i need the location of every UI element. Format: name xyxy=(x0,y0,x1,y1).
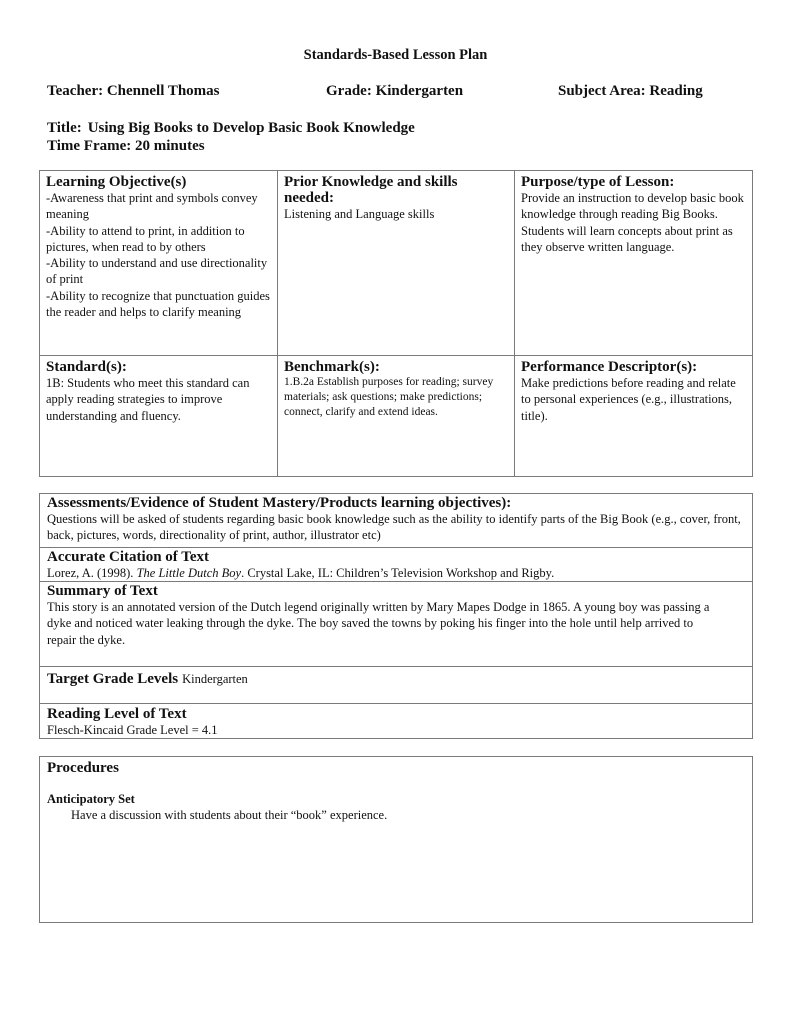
performance-cell xyxy=(515,356,752,427)
benchmarks-text: 1.B.2a Establish purposes for reading; survey materials; ask questions; make predictions; connect, clarify and extend ideas. xyxy=(284,376,494,418)
reading-level-text: Flesch-Kincaid Grade Level = 4.1 xyxy=(47,723,218,737)
grade-level: Grade: Kindergarten xyxy=(326,83,464,99)
citation-heading: Accurate Citation of Text xyxy=(47,549,210,565)
citation-publisher: . Crystal Lake, IL: Children’s Television Workshop and Rigby. xyxy=(241,566,555,580)
lesson-title xyxy=(47,119,415,137)
assessments-heading: Assessments/Evidence of Student Mastery/Products learning objectives): xyxy=(47,495,512,511)
citation-book-title: The Little Dutch Boy xyxy=(136,566,242,580)
anticipatory-set-heading: Anticipatory Set xyxy=(47,792,135,806)
citation-row xyxy=(40,548,752,581)
prior-knowledge-cell xyxy=(278,171,514,225)
learning-objectives-cell xyxy=(40,171,277,323)
reading-level-heading: Reading Level of Text xyxy=(47,706,187,722)
performance-text: Make predictions before reading and relate to personal experiences (e.g., illustrations, title). xyxy=(521,376,736,423)
target-grade-row xyxy=(40,669,752,703)
purpose-text: Provide an instruction to develop basic book knowledge through reading Big Books. Students will learn concepts about print as they observe written language. xyxy=(521,191,744,254)
standards-heading: Standard(s): xyxy=(46,359,127,375)
procedures-box xyxy=(39,756,753,923)
citation-author: Lorez, A. (1998). xyxy=(47,566,137,580)
summary-text: This story is an annotated version of the Dutch legend originally written by Mary Mapes Dodge in 1865. A young boy was passing a dyke and noticed water leaking through the dyke. The boy saved the towns by poking his finger into the hole until help arrived to repair the dyke. xyxy=(47,600,710,647)
assessments-text: Questions will be asked of students regarding basic book knowledge such as the ability to identify parts of the Big Book (e.g., cover, front, back, pictures, words, directionality of print, author, illustrator etc) xyxy=(47,512,741,543)
benchmarks-cell xyxy=(278,356,514,423)
teacher-name: Teacher: Chennell Thomas xyxy=(47,83,220,99)
learning-objectives-heading: Learning Objective(s) xyxy=(46,174,187,190)
row-divider xyxy=(40,703,752,704)
summary-row xyxy=(40,582,752,666)
objective-item: -Awareness that print and symbols convey meaning xyxy=(46,191,258,222)
reading-level-row xyxy=(40,705,752,739)
performance-heading: Performance Descriptor(s): xyxy=(521,359,698,375)
summary-heading: Summary of Text xyxy=(47,583,158,599)
purpose-cell xyxy=(515,171,752,258)
standards-text: 1B: Students who meet this standard can apply reading strategies to improve understanding and fluency. xyxy=(46,376,250,423)
target-grade-value: Kindergarten xyxy=(182,672,248,686)
benchmarks-heading: Benchmark(s): xyxy=(284,359,380,375)
prior-knowledge-heading: Prior Knowledge and skills needed: xyxy=(284,174,458,206)
standards-cell xyxy=(40,356,277,427)
target-grade-heading: Target Grade Levels xyxy=(47,671,179,687)
prior-knowledge-text: Listening and Language skills xyxy=(284,207,435,221)
details-table xyxy=(39,493,753,739)
citation-text xyxy=(47,565,745,581)
time-frame: Time Frame: 20 minutes xyxy=(47,138,205,154)
row-divider xyxy=(40,666,752,667)
lesson-title-label: Title: xyxy=(47,120,82,136)
objective-item: -Ability to understand and use directionality of print xyxy=(46,256,268,287)
objective-item: -Ability to recognize that punctuation guides the reader and helps to clarify meaning xyxy=(46,288,270,320)
subject-area: Subject Area: Reading xyxy=(558,83,703,99)
lesson-title-value: Using Big Books to Develop Basic Book Knowledge xyxy=(87,120,415,136)
objectives-table xyxy=(39,170,753,477)
objective-item: -Ability to attend to print, in addition to pictures, when read to by others xyxy=(46,223,245,254)
procedures-heading: Procedures xyxy=(47,760,119,776)
lesson-title-block xyxy=(47,119,415,155)
document-title: Standards-Based Lesson Plan xyxy=(303,47,488,63)
purpose-heading: Purpose/type of Lesson: xyxy=(521,174,675,190)
assessments-row xyxy=(40,494,752,547)
anticipatory-set-text: Have a discussion with students about their “book” experience. xyxy=(71,808,388,822)
